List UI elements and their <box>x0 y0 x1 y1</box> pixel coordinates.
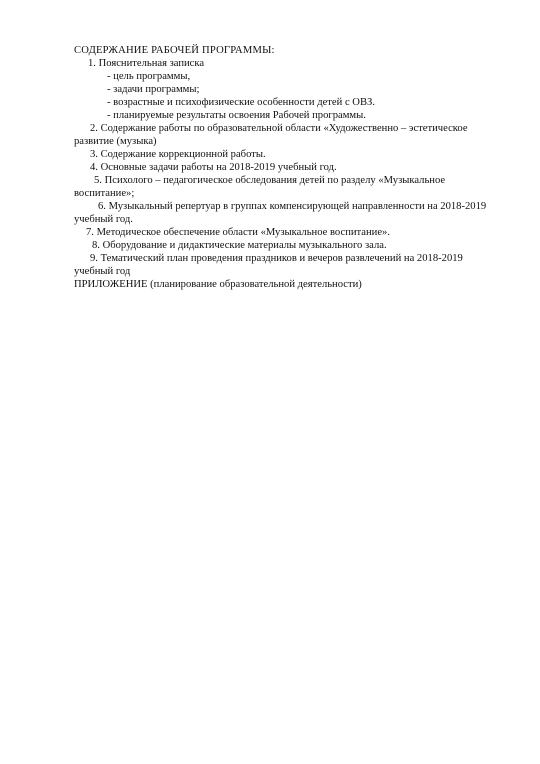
toc-item-3: 3. Содержание коррекционной работы. <box>90 149 266 160</box>
toc-item-9-line-1: 9. Тематический план проведения праздников и вечеров развлечений на 2018-2019 <box>90 253 463 264</box>
toc-item-9-line-2: учебный год <box>74 266 131 277</box>
toc-item-2-line-1: 2. Содержание работы по образовательной области «Художественно – эстетическое <box>90 123 468 134</box>
toc-item-2-line-2: развитие (музыка) <box>74 136 157 147</box>
toc-item-4: 4. Основные задачи работы на 2018-2019 учебный год. <box>90 162 337 173</box>
toc-item-7: 7. Методическое обеспечение области «Музыкальное воспитание». <box>86 227 390 238</box>
toc-item-5-line-2: воспитание»; <box>74 188 135 199</box>
table-of-contents <box>74 44 514 291</box>
toc-subitem: - задачи программы; <box>107 84 200 95</box>
toc-subitem: - планируемые результаты освоения Рабочей программы. <box>107 110 366 121</box>
toc-item-6-line-1: 6. Музыкальный репертуар в группах компенсирующей направленности на 2018-2019 <box>98 201 487 212</box>
toc-item-5-line-1: 5. Психолого – педагогическое обследования детей по разделу «Музыкальное <box>94 175 446 186</box>
toc-appendix: ПРИЛОЖЕНИЕ (планирование образовательной деятельности) <box>74 279 362 290</box>
toc-subitem: - цель программы, <box>107 71 191 82</box>
toc-subitem: - возрастные и психофизические особенности детей с ОВЗ. <box>107 97 375 108</box>
toc-item-6-line-2: учебный год. <box>74 214 133 225</box>
toc-item-1: 1. Пояснительная записка <box>88 58 205 69</box>
toc-item-8: 8. Оборудование и дидактические материалы музыкального зала. <box>92 240 387 251</box>
toc-title: СОДЕРЖАНИЕ РАБОЧЕЙ ПРОГРАММЫ: <box>74 45 275 56</box>
